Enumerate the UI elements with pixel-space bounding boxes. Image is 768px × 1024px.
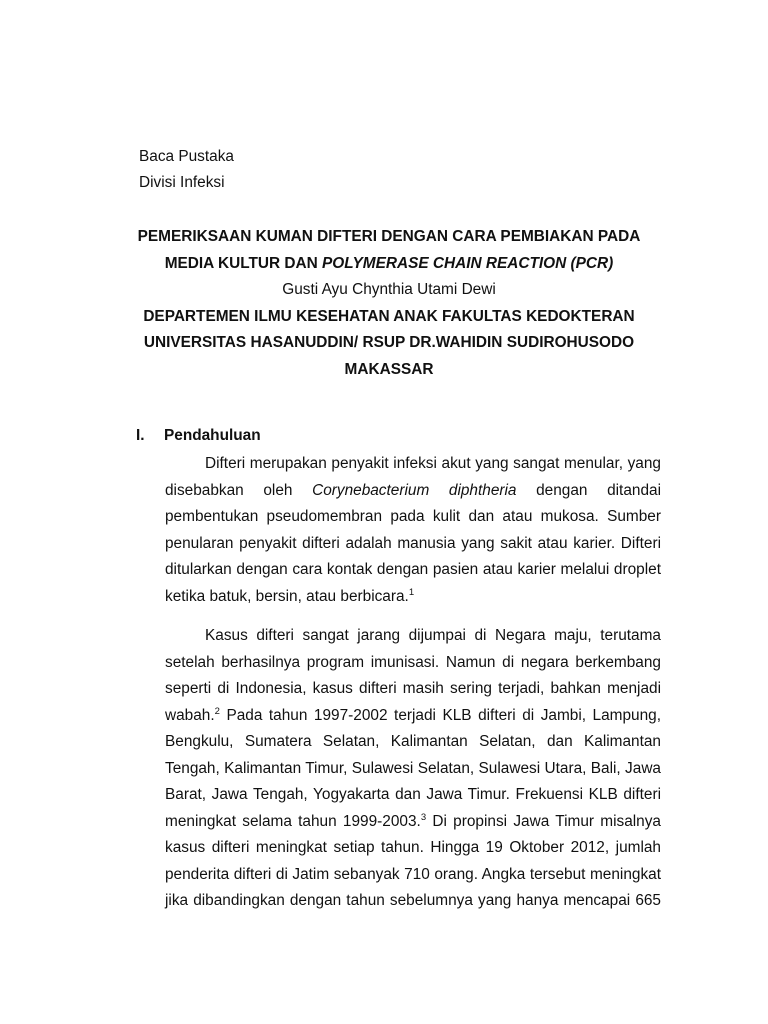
paragraph-2-line: jika dibandingkan dengan tahun sebelumnya yang hanya mencapai 665 xyxy=(165,892,661,909)
paragraph-2-line: Barat, Jawa Tengah, Yogyakarta dan Jawa Timur. Frekuensi KLB difteri xyxy=(165,786,661,803)
paragraph-1-line: Difteri merupakan penyakit infeksi akut yang sangat menular, yang xyxy=(205,455,661,472)
paragraph-2-line: setelah berhasilnya program imunisasi. Namun di negara berkembang xyxy=(165,653,661,671)
text-run: meningkat selama tahun 1999-2003. xyxy=(165,812,421,830)
department-line-2: UNIVERSITAS HASANUDDIN/ RSUP DR.WAHIDIN SUDIROHUSODO xyxy=(143,334,635,351)
department-line-3: MAKASSAR xyxy=(344,360,434,378)
section-title: Pendahuluan xyxy=(164,427,261,444)
paragraph-1 xyxy=(165,451,661,610)
paragraph-2-line: seperti di Indonesia, kasus difteri masih sering terjadi, bahkan menjadi xyxy=(165,680,661,697)
department-line-1: DEPARTEMEN ILMU KESEHATAN ANAK FAKULTAS KEDOKTERAN xyxy=(143,307,635,325)
paragraph-1-line: ditularkan dengan cara kontak dengan pasien atau karier melalui droplet xyxy=(165,561,661,578)
text-run: Di propinsi Jawa Timur misalnya xyxy=(426,812,661,830)
title-line-2 xyxy=(120,251,658,278)
title-line-2-text: MEDIA KULTUR DAN xyxy=(164,254,322,272)
title-block xyxy=(120,224,658,383)
citation-superscript: 1 xyxy=(408,586,415,598)
species-name: Corynebacterium diphtheria xyxy=(312,481,517,499)
paragraph-2-line xyxy=(165,703,661,730)
paragraph-2-line: penderita difteri di Jatim sebanyak 710 orang. Angka tersebut meningkat xyxy=(165,865,661,883)
section-heading xyxy=(136,423,261,450)
citation-superscript: 2 xyxy=(214,705,220,717)
paragraph-2-line: kasus difteri meningkat setiap tahun. Hingga 19 Oktober 2012, jumlah xyxy=(165,839,661,856)
text-run: disebabkan oleh xyxy=(165,481,313,499)
paragraph-2-line: Tengah, Kalimantan Timur, Sulawesi Selatan, Sulawesi Utara, Bali, Jawa xyxy=(165,759,661,777)
title-line-2-italic: POLYMERASE CHAIN REACTION (PCR) xyxy=(322,254,614,272)
text-run: Pada tahun 1997-2002 terjadi KLB difteri di Jambi, Lampung, xyxy=(219,706,661,724)
paragraph-1-line xyxy=(165,478,661,505)
citation-superscript: 3 xyxy=(420,811,427,823)
paragraph-2-line xyxy=(165,809,661,836)
text-run: ketika batuk, bersin, atau berbicara. xyxy=(165,587,409,605)
text-run: dengan ditandai xyxy=(516,481,661,499)
paragraph-1-line: pembentukan pseudomembran pada kulit dan atau mukosa. Sumber xyxy=(165,508,661,525)
paragraph-2-line: Kasus difteri sangat jarang dijumpai di Negara maju, terutama xyxy=(205,627,661,644)
text-run: wabah. xyxy=(165,706,215,724)
paragraph-2 xyxy=(165,623,661,915)
paragraph-2-line: Bengkulu, Sumatera Selatan, Kalimantan Selatan, dan Kalimantan xyxy=(165,733,661,750)
paragraph-1-line: penularan penyakit difteri adalah manusia yang sakit atau karier. Difteri xyxy=(165,534,661,552)
author-name: Gusti Ayu Chynthia Utami Dewi xyxy=(282,281,496,298)
document-header xyxy=(139,144,234,196)
paragraph-1-line xyxy=(165,584,661,611)
header-line-divisi: Divisi Infeksi xyxy=(139,174,225,191)
section-number: I. xyxy=(136,427,145,444)
header-line-baca-pustaka: Baca Pustaka xyxy=(139,148,234,165)
title-line-1: PEMERIKSAAN KUMAN DIFTERI DENGAN CARA PEMBIAKAN PADA xyxy=(137,228,641,245)
